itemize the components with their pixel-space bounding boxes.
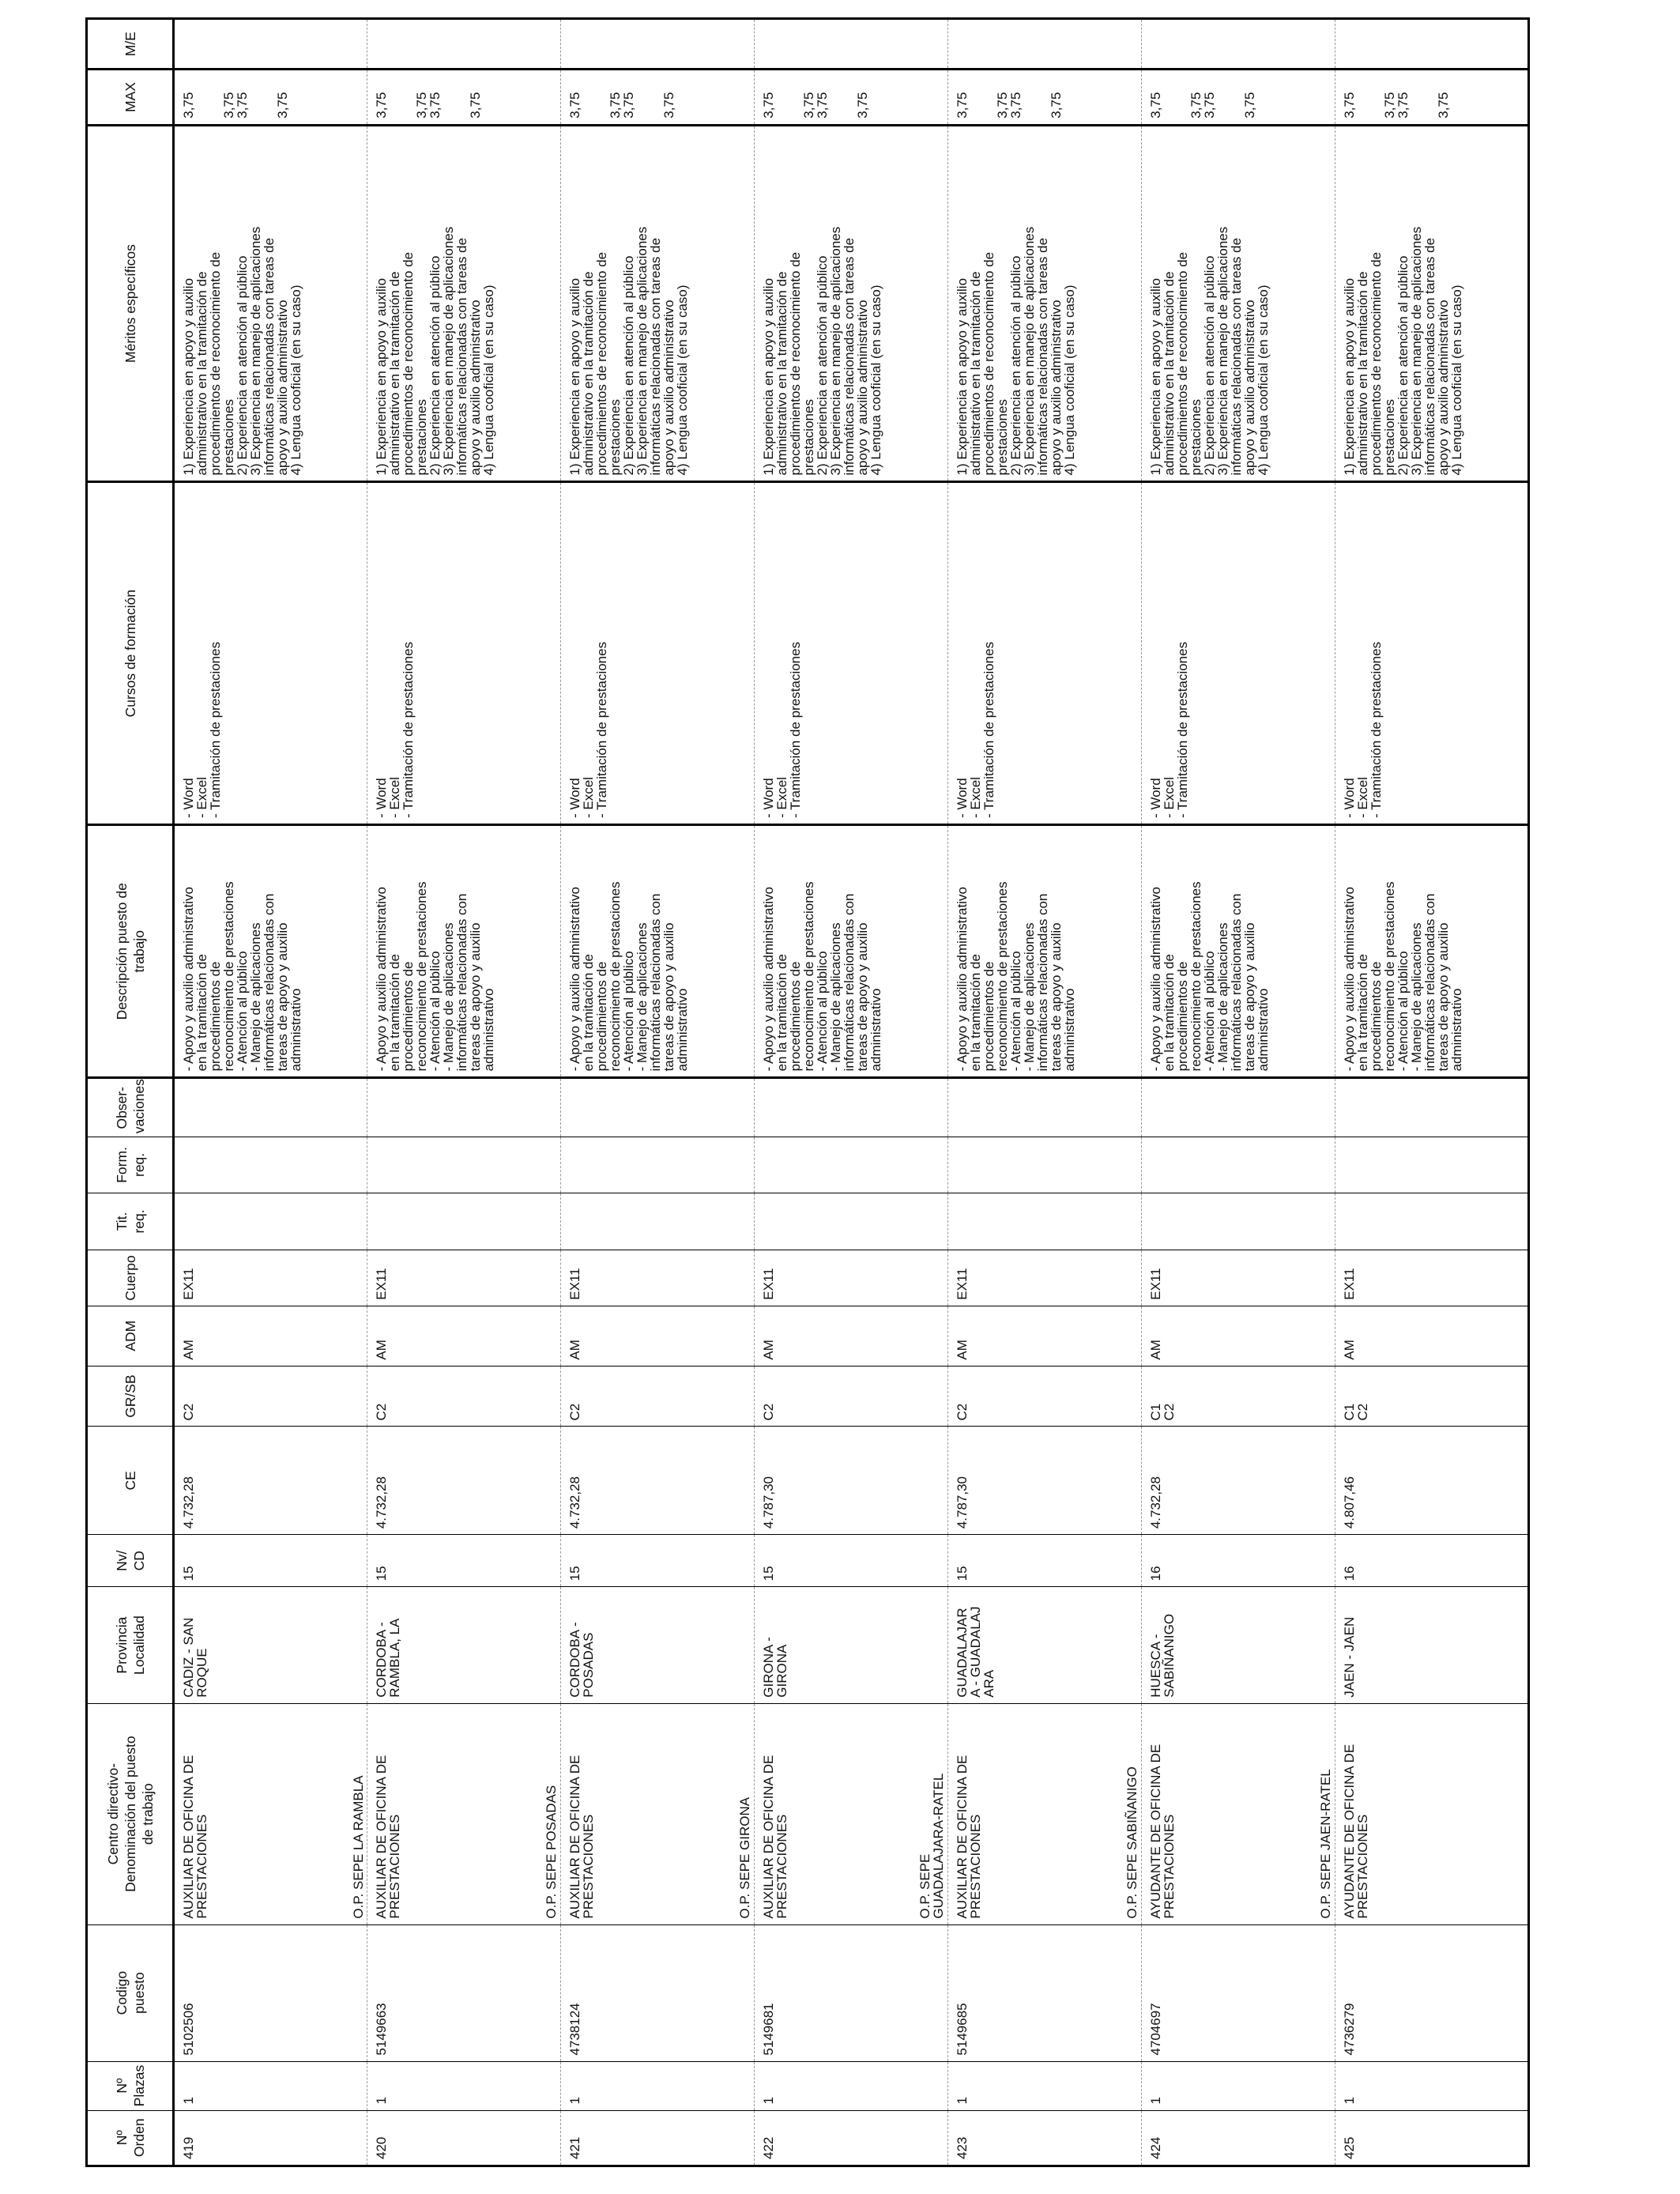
cell-cursos: - Word - Excel - Tramitación de prestaciones <box>174 482 367 825</box>
cell-observaciones <box>367 1078 561 1137</box>
cell-provincia: JAEN - JAEN <box>1335 1587 1529 1703</box>
cell-meritos: 1) Experiencia en apoyo y auxilio administrativo en la tramitación de procedimientos de reconocimiento de prestaciones 2) Experiencia en atención al público 3) Experiencia en manejo de aplicaciones informáticas relacionadas con tareas de apoyo y auxilio administrativo 4) Lengua cooficial (en su caso) <box>561 125 755 482</box>
cell-adm: AM <box>367 1306 561 1366</box>
cell-plazas: 1 <box>561 2061 755 2110</box>
cell-meritos: 1) Experiencia en apoyo y auxilio administrativo en la tramitación de procedimientos de reconocimiento de prestaciones 2) Experiencia en atención al público 3) Experiencia en manejo de aplicaciones informáticas relacionadas con tareas de apoyo y auxilio administrativo 4) Lengua cooficial (en su caso) <box>174 125 367 482</box>
cell-cuerpo: EX11 <box>755 1250 948 1306</box>
cell-codigo: 5102506 <box>174 1924 367 2061</box>
cell-max: 3,75 3,75 3,75 3,75 <box>1335 70 1529 125</box>
puesto-denominacion: AYUDANTE DE OFICINA DE PRESTACIONES <box>1342 1744 1370 1919</box>
cell-observaciones <box>755 1078 948 1137</box>
cell-cursos: - Word - Excel - Tramitación de prestaciones <box>1335 482 1529 825</box>
table-row <box>561 19 755 2166</box>
header-nivel: Nv/ CD <box>87 1535 174 1587</box>
cell-plazas: 1 <box>948 2061 1142 2110</box>
puesto-denominacion: AUXILIAR DE OFICINA DE PRESTACIONES <box>567 1755 596 1919</box>
cell-codigo: 4704697 <box>1142 1924 1335 2061</box>
cell-orden: 423 <box>948 2110 1142 2166</box>
cell-titulacion <box>174 1193 367 1250</box>
header-cuerpo: Cuerpo <box>87 1250 174 1306</box>
cell-titulacion <box>948 1193 1142 1250</box>
cell-plazas: 1 <box>1142 2061 1335 2110</box>
puesto-denominacion: AUXILIAR DE OFICINA DE PRESTACIONES <box>955 1755 983 1919</box>
cell-me <box>174 19 367 70</box>
cell-orden: 421 <box>561 2110 755 2166</box>
header-centro: Centro directivo- Denominación del puesto de trabajo <box>87 1703 174 1924</box>
cell-me <box>561 19 755 70</box>
cell-plazas: 1 <box>1335 2061 1529 2110</box>
cell-cuerpo: EX11 <box>561 1250 755 1306</box>
cell-observaciones <box>174 1078 367 1137</box>
cell-plazas: 1 <box>367 2061 561 2110</box>
cell-meritos: 1) Experiencia en apoyo y auxilio administrativo en la tramitación de procedimientos de reconocimiento de prestaciones 2) Experiencia en atención al público 3) Experiencia en manejo de aplicaciones informáticas relacionadas con tareas de apoyo y auxilio administrativo 4) Lengua cooficial (en su caso) <box>1142 125 1335 482</box>
cell-grupo: C2 <box>174 1366 367 1427</box>
cell-grupo: C2 <box>755 1366 948 1427</box>
cell-cuerpo: EX11 <box>1335 1250 1529 1306</box>
cell-cuerpo: EX11 <box>1142 1250 1335 1306</box>
cell-codigo: 4738124 <box>561 1924 755 2061</box>
centro-directivo: O.P. SEPE SABIÑANIGO <box>1124 1766 1139 1919</box>
cell-descripcion: - Apoyo y auxilio administrativo en la tramitación de procedimientos de reconocimiento de prestaciones - Atención al público - Manejo de aplicaciones informáticas relacionadas con tareas de apoyo y auxilio administrativo <box>367 825 561 1078</box>
cell-grupo: C2 <box>561 1366 755 1427</box>
centro-directivo: O.P. SEPE GIRONA <box>737 1796 752 1919</box>
centro-directivo: O.P. SEPE GUADALAJARA-RATEL <box>917 1773 946 1919</box>
table-row <box>1142 19 1335 2166</box>
cell-adm: AM <box>1335 1306 1529 1366</box>
header-row <box>87 19 174 2166</box>
cell-ce: 4.732,28 <box>174 1427 367 1535</box>
cell-formacion <box>948 1137 1142 1193</box>
cell-titulacion <box>561 1193 755 1250</box>
puesto-denominacion: AUXILIAR DE OFICINA DE PRESTACIONES <box>761 1755 789 1919</box>
cell-adm: AM <box>1142 1306 1335 1366</box>
cell-cursos: - Word - Excel - Tramitación de prestaciones <box>367 482 561 825</box>
cell-centro <box>948 1703 1142 1924</box>
puesto-denominacion: AYUDANTE DE OFICINA DE PRESTACIONES <box>1148 1744 1177 1919</box>
header-codigo: Codigo puesto <box>87 1924 174 2061</box>
cell-adm: AM <box>561 1306 755 1366</box>
cell-plazas: 1 <box>174 2061 367 2110</box>
header-grupo: GR/SB <box>87 1366 174 1427</box>
cell-max: 3,75 3,75 3,75 3,75 <box>1142 70 1335 125</box>
cell-formacion <box>367 1137 561 1193</box>
header-orden: Nº Orden <box>87 2110 174 2166</box>
cell-nivel: 15 <box>948 1535 1142 1587</box>
cell-titulacion <box>1335 1193 1529 1250</box>
cell-codigo: 5149685 <box>948 1924 1142 2061</box>
cell-observaciones <box>561 1078 755 1137</box>
cell-nivel: 15 <box>561 1535 755 1587</box>
cell-cuerpo: EX11 <box>367 1250 561 1306</box>
header-descripcion: Descripción puesto de trabajo <box>87 825 174 1078</box>
cell-meritos: 1) Experiencia en apoyo y auxilio administrativo en la tramitación de procedimientos de reconocimiento de prestaciones 2) Experiencia en atención al público 3) Experiencia en manejo de aplicaciones informáticas relacionadas con tareas de apoyo y auxilio administrativo 4) Lengua cooficial (en su caso) <box>1335 125 1529 482</box>
header-observaciones: Obser- vaciones <box>87 1078 174 1137</box>
cell-grupo: C2 <box>367 1366 561 1427</box>
cell-descripcion: - Apoyo y auxilio administrativo en la tramitación de procedimientos de reconocimiento de prestaciones - Atención al público - Manejo de aplicaciones informáticas relacionadas con tareas de apoyo y auxilio administrativo <box>1335 825 1529 1078</box>
cell-titulacion <box>1142 1193 1335 1250</box>
cell-me <box>1335 19 1529 70</box>
cell-formacion <box>1335 1137 1529 1193</box>
cell-orden: 419 <box>174 2110 367 2166</box>
cell-grupo: C1 C2 <box>1335 1366 1529 1427</box>
cell-me <box>948 19 1142 70</box>
cell-provincia: GUADALAJAR A - GUADALAJ ARA <box>948 1587 1142 1703</box>
puesto-denominacion: AUXILIAR DE OFICINA DE PRESTACIONES <box>374 1755 402 1919</box>
cell-max: 3,75 3,75 3,75 3,75 <box>948 70 1142 125</box>
cell-provincia: GIRONA - GIRONA <box>755 1587 948 1703</box>
cell-meritos: 1) Experiencia en apoyo y auxilio administrativo en la tramitación de procedimientos de reconocimiento de prestaciones 2) Experiencia en atención al público 3) Experiencia en manejo de aplicaciones informáticas relacionadas con tareas de apoyo y auxilio administrativo 4) Lengua cooficial (en su caso) <box>755 125 948 482</box>
cell-grupo: C2 <box>948 1366 1142 1427</box>
cell-plazas: 1 <box>755 2061 948 2110</box>
positions-table <box>85 17 1530 2167</box>
cell-adm: AM <box>755 1306 948 1366</box>
cell-descripcion: - Apoyo y auxilio administrativo en la tramitación de procedimientos de reconocimiento de prestaciones - Atención al público - Manejo de aplicaciones informáticas relacionadas con tareas de apoyo y auxilio administrativo <box>948 825 1142 1078</box>
cell-centro <box>561 1703 755 1924</box>
cell-adm: AM <box>174 1306 367 1366</box>
cell-codigo: 4736279 <box>1335 1924 1529 2061</box>
puesto-denominacion: AUXILIAR DE OFICINA DE PRESTACIONES <box>181 1755 209 1919</box>
cell-ce: 4.787,30 <box>948 1427 1142 1535</box>
header-plazas: Nº Plazas <box>87 2061 174 2110</box>
cell-max: 3,75 3,75 3,75 3,75 <box>755 70 948 125</box>
table-row <box>1335 19 1529 2166</box>
table-row <box>174 19 367 2166</box>
header-provincia: Provincia Localidad <box>87 1587 174 1703</box>
cell-centro <box>174 1703 367 1924</box>
cell-titulacion <box>755 1193 948 1250</box>
cell-adm: AM <box>948 1306 1142 1366</box>
header-formacion: Form. req. <box>87 1137 174 1193</box>
cell-cuerpo: EX11 <box>174 1250 367 1306</box>
cell-me <box>755 19 948 70</box>
cell-max: 3,75 3,75 3,75 3,75 <box>561 70 755 125</box>
cell-nivel: 15 <box>174 1535 367 1587</box>
cell-nivel: 16 <box>1142 1535 1335 1587</box>
cell-descripcion: - Apoyo y auxilio administrativo en la tramitación de procedimientos de reconocimiento de prestaciones - Atención al público - Manejo de aplicaciones informáticas relacionadas con tareas de apoyo y auxilio administrativo <box>755 825 948 1078</box>
cell-descripcion: - Apoyo y auxilio administrativo en la tramitación de procedimientos de reconocimiento de prestaciones - Atención al público - Manejo de aplicaciones informáticas relacionadas con tareas de apoyo y auxilio administrativo <box>174 825 367 1078</box>
cell-provincia: CORDOBA - RAMBLA, LA <box>367 1587 561 1703</box>
cell-observaciones <box>1142 1078 1335 1137</box>
cell-cursos: - Word - Excel - Tramitación de prestaciones <box>561 482 755 825</box>
cell-formacion <box>561 1137 755 1193</box>
table-row <box>367 19 561 2166</box>
header-adm: ADM <box>87 1306 174 1366</box>
cell-me <box>367 19 561 70</box>
centro-directivo: O.P. SEPE LA RAMBLA <box>351 1775 366 1919</box>
cell-descripcion: - Apoyo y auxilio administrativo en la tramitación de procedimientos de reconocimiento de prestaciones - Atención al público - Manejo de aplicaciones informáticas relacionadas con tareas de apoyo y auxilio administrativo <box>561 825 755 1078</box>
cell-codigo: 5149663 <box>367 1924 561 2061</box>
cell-orden: 425 <box>1335 2110 1529 2166</box>
centro-directivo: O.P. SEPE JAEN-RATEL <box>1318 1769 1333 1919</box>
cell-descripcion: - Apoyo y auxilio administrativo en la tramitación de procedimientos de reconocimiento de prestaciones - Atención al público - Manejo de aplicaciones informáticas relacionadas con tareas de apoyo y auxilio administrativo <box>1142 825 1335 1078</box>
cell-formacion <box>755 1137 948 1193</box>
cell-cursos: - Word - Excel - Tramitación de prestaciones <box>948 482 1142 825</box>
cell-observaciones <box>948 1078 1142 1137</box>
cell-meritos: 1) Experiencia en apoyo y auxilio administrativo en la tramitación de procedimientos de reconocimiento de prestaciones 2) Experiencia en atención al público 3) Experiencia en manejo de aplicaciones informáticas relacionadas con tareas de apoyo y auxilio administrativo 4) Lengua cooficial (en su caso) <box>367 125 561 482</box>
cell-provincia: HUESCA - SABIÑANIGO <box>1142 1587 1335 1703</box>
cell-ce: 4.732,28 <box>1142 1427 1335 1535</box>
cell-orden: 420 <box>367 2110 561 2166</box>
header-meritos: Méritos específicos <box>87 125 174 482</box>
cell-orden: 424 <box>1142 2110 1335 2166</box>
cell-cursos: - Word - Excel - Tramitación de prestaciones <box>755 482 948 825</box>
cell-nivel: 16 <box>1335 1535 1529 1587</box>
cell-formacion <box>1142 1137 1335 1193</box>
table-row <box>948 19 1142 2166</box>
cell-max: 3,75 3,75 3,75 3,75 <box>367 70 561 125</box>
cell-me <box>1142 19 1335 70</box>
header-titulacion: Tit. req. <box>87 1193 174 1250</box>
cell-nivel: 15 <box>755 1535 948 1587</box>
cell-titulacion <box>367 1193 561 1250</box>
cell-centro <box>755 1703 948 1924</box>
header-cursos: Cursos de formación <box>87 482 174 825</box>
cell-max: 3,75 3,75 3,75 3,75 <box>174 70 367 125</box>
cell-grupo: C1 C2 <box>1142 1366 1335 1427</box>
cell-centro <box>1335 1703 1529 1924</box>
cell-provincia: CADIZ - SAN ROQUE <box>174 1587 367 1703</box>
table-row <box>755 19 948 2166</box>
header-max: MAX <box>87 70 174 125</box>
table-body <box>174 19 1529 2166</box>
cell-provincia: CORDOBA - POSADAS <box>561 1587 755 1703</box>
centro-directivo: O.P. SEPE POSADAS <box>544 1785 559 1919</box>
cell-ce: 4.732,28 <box>367 1427 561 1535</box>
cell-cursos: - Word - Excel - Tramitación de prestaciones <box>1142 482 1335 825</box>
cell-codigo: 5149681 <box>755 1924 948 2061</box>
cell-centro <box>367 1703 561 1924</box>
cell-formacion <box>174 1137 367 1193</box>
header-ce: CE <box>87 1427 174 1535</box>
cell-ce: 4.732,28 <box>561 1427 755 1535</box>
cell-observaciones <box>1335 1078 1529 1137</box>
cell-nivel: 15 <box>367 1535 561 1587</box>
header-me: M/E <box>87 19 174 70</box>
cell-ce: 4.807,46 <box>1335 1427 1529 1535</box>
cell-ce: 4.787,30 <box>755 1427 948 1535</box>
cell-centro <box>1142 1703 1335 1924</box>
cell-orden: 422 <box>755 2110 948 2166</box>
cell-meritos: 1) Experiencia en apoyo y auxilio administrativo en la tramitación de procedimientos de reconocimiento de prestaciones 2) Experiencia en atención al público 3) Experiencia en manejo de aplicaciones informáticas relacionadas con tareas de apoyo y auxilio administrativo 4) Lengua cooficial (en su caso) <box>948 125 1142 482</box>
cell-cuerpo: EX11 <box>948 1250 1142 1306</box>
